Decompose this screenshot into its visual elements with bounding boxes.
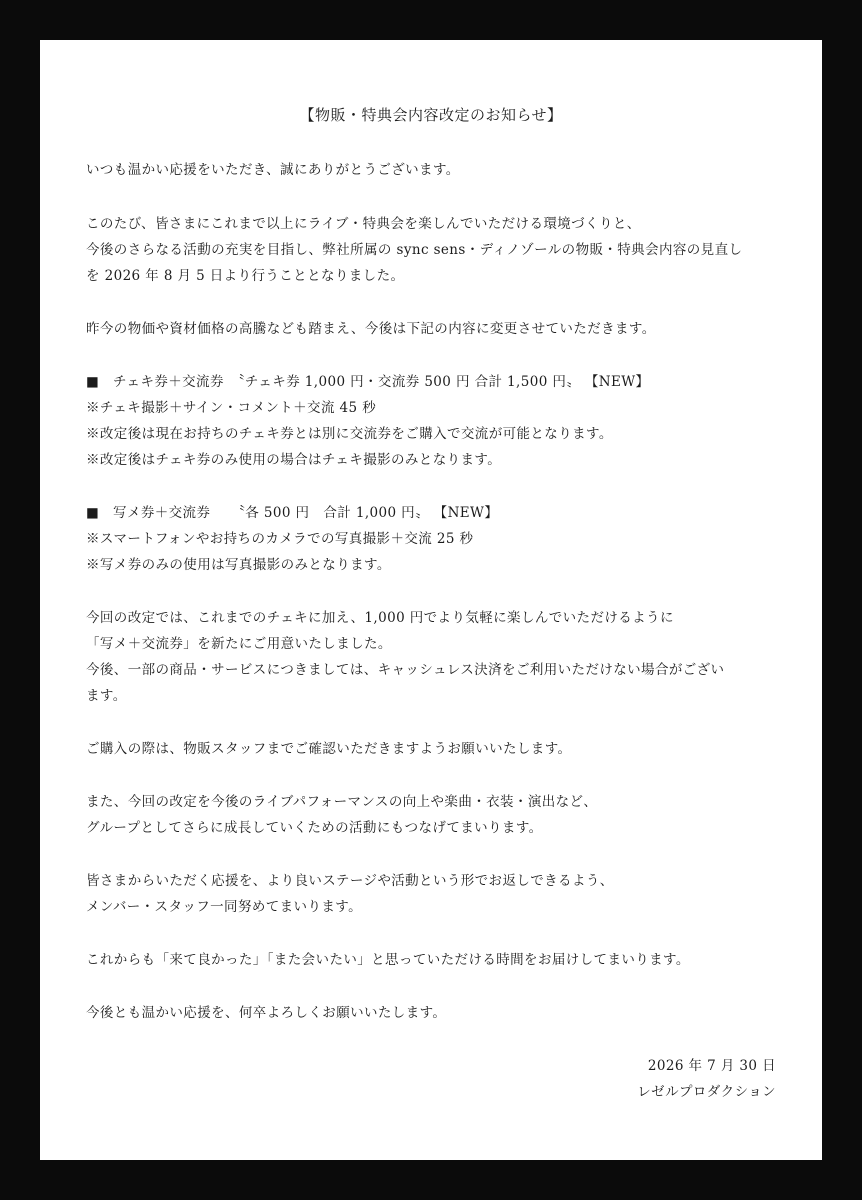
revision-line-4: ます。 xyxy=(86,688,127,704)
shame-note-2: ※写メ券のみの使用は写真撮影のみとなります。 xyxy=(86,557,391,573)
intro-line-1: このたび、皆さまにこれまで以上にライブ・特典会を楽しんでいただける環境づくりと、 xyxy=(86,216,641,232)
reason-line: 昨今の物価や資材価格の高騰なども踏まえ、今後は下記の内容に変更させていただきます。 xyxy=(86,321,656,337)
document-title: 【物販・特典会内容改定のお知らせ】 xyxy=(299,106,563,124)
cheki-note-3: ※改定後はチェキ券のみ使用の場合はチェキ撮影のみとなります。 xyxy=(86,452,502,468)
purchase-line: ご購入の際は、物販スタッフまでご確認いただきますようお願いいたします。 xyxy=(86,741,572,757)
cheki-note-1: ※チェキ撮影＋サイン・コメント＋交流 45 秒 xyxy=(86,400,377,416)
intro-line-2: 今後のさらなる活動の充実を目指し、弊社所属の sync sens・ディノゾールの物販・特典会内容の見直し xyxy=(86,242,743,258)
support-line-1: 皆さまからいただく応援を、より良いステージや活動という形でお返しできるよう、 xyxy=(86,873,614,889)
intro-line-3: を 2026 年 8 月 5 日より行うこととなりました。 xyxy=(86,268,405,284)
document-signature: レゼルプロダクション xyxy=(637,1084,776,1100)
revision-line-3: 今後、一部の商品・サービスにつきましては、キャッシュレス決済をご利用いただけない場合がござい xyxy=(86,662,725,678)
growth-line-1: また、今回の改定を今後のライブパフォーマンスの向上や楽曲・衣装・演出など、 xyxy=(86,794,598,810)
revision-line-2: 「写メ＋交流券」を新たにご用意いたしました。 xyxy=(86,636,392,652)
cheki-item-heading: ■ チェキ券＋交流券 〝チェキ券 1,000 円・交流券 500 円 合計 1,500 円〟 【NEW】 xyxy=(86,374,650,390)
cheki-note-2: ※改定後は現在お持ちのチェキ券とは別に交流券をご購入で交流が可能となります。 xyxy=(86,426,613,442)
document-date: 2026 年 7 月 30 日 xyxy=(647,1058,776,1074)
support-line-2: メンバー・スタッフ一同努めてまいります。 xyxy=(86,899,362,915)
document-page xyxy=(40,40,822,1160)
closing-line-1: これからも「来て良かった」「また会いたい」と思っていただける時間をお届けしてまいります。 xyxy=(86,952,690,968)
closing-line-2: 今後とも温かい応援を、何卒よろしくお願いいたします。 xyxy=(86,1005,447,1021)
shame-note-1: ※スマートフォンやお持ちのカメラでの写真撮影＋交流 25 秒 xyxy=(86,531,474,547)
revision-line-1: 今回の改定では、これまでのチェキに加え、1,000 円でより気軽に楽しんでいただけるように xyxy=(86,610,674,626)
greeting-line: いつも温かい応援をいただき、誠にありがとうございます。 xyxy=(86,162,460,178)
growth-line-2: グループとしてさらに成長していくための活動にもつなげてまいります。 xyxy=(86,820,543,836)
shame-item-heading: ■ 写メ券＋交流券 〝各 500 円 合計 1,000 円〟 【NEW】 xyxy=(86,505,499,521)
